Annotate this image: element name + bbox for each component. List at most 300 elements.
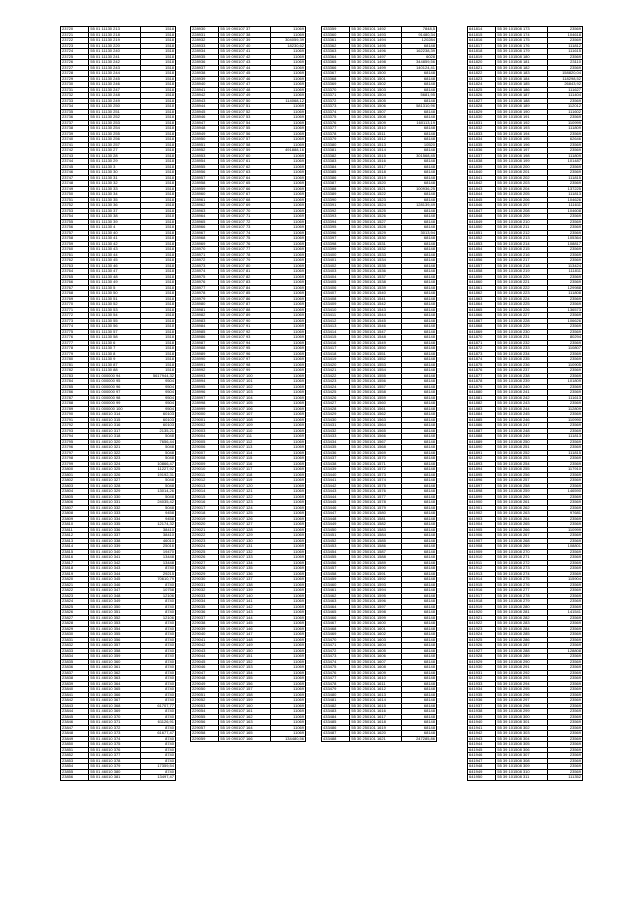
account-code-cell: 55 39 101508 310 <box>496 769 548 775</box>
row-id-cell: 433448 <box>322 516 350 522</box>
amount-cell: 61677,47 <box>141 731 176 737</box>
amount-cell: 8740 <box>141 692 176 698</box>
account-code-cell: 55 39 101508 187 <box>496 93 548 99</box>
amount-cell: 68148 <box>402 615 437 621</box>
account-code-cell: 55 01 46010 317 <box>89 428 141 434</box>
account-code-cell: 55 19 090107 153 <box>219 665 271 671</box>
account-code-cell: 55 01 11130 47 <box>89 269 141 275</box>
account-code-cell: 55 39 101508 204 <box>496 186 548 192</box>
account-code-cell: 55 19 090107 63 <box>219 170 271 176</box>
amount-cell: 11069 <box>271 258 306 264</box>
account-code-cell: 55 01 46010 347 <box>89 588 141 594</box>
table-column-2 <box>190 26 306 742</box>
account-code-cell: 55 39 101508 287 <box>496 643 548 649</box>
account-code-cell: 55 01 11130 33 <box>89 186 141 192</box>
account-code-cell: 55 19 090107 162 <box>219 714 271 720</box>
amount-cell: 23569 <box>548 390 583 396</box>
amount-cell: 8740 <box>141 637 176 643</box>
amount-cell: 1518 <box>141 313 176 319</box>
amount-cell: 23569 <box>548 27 583 33</box>
row-id-cell: 641832 <box>468 126 496 132</box>
amount-cell: 120284 <box>402 38 437 44</box>
account-code-cell: 55 30 250101 1520 <box>350 181 402 187</box>
row-id-cell: 23807 <box>61 505 89 511</box>
row-id-cell: 433381 <box>322 148 350 154</box>
amount-cell: 60103 <box>141 423 176 429</box>
account-code-cell: 55 19 090107 83 <box>219 280 271 286</box>
amount-cell: 8740 <box>141 714 176 720</box>
amount-cell: 1518 <box>141 197 176 203</box>
row-id-cell: 433422 <box>322 373 350 379</box>
account-code-cell: 55 30 250101 1548 <box>350 335 402 341</box>
account-code-cell: 55 19 090107 102 <box>219 384 271 390</box>
account-code-cell: 55 01 46010 332 <box>89 505 141 511</box>
amount-cell: 11069 <box>271 263 306 269</box>
account-code-cell: 55 01 11130 31 <box>89 175 141 181</box>
account-code-cell: 55 30 250101 1530 <box>350 236 402 242</box>
amount-cell: 301568,45 <box>402 153 437 159</box>
row-id-cell: 641896 <box>468 478 496 484</box>
account-code-cell: 55 30 250101 1494 <box>350 38 402 44</box>
account-code-cell: 55 01 000000 94 <box>89 373 141 379</box>
amount-cell: 68148 <box>402 296 437 302</box>
account-code-cell: 55 01 11130 41 <box>89 236 141 242</box>
row-id-cell: 229044 <box>191 654 219 660</box>
account-code-cell: 55 39 101508 293 <box>496 676 548 682</box>
account-code-cell: 55 39 101508 267 <box>496 533 548 539</box>
row-id-cell: 433413 <box>322 324 350 330</box>
amount-cell: 19192,31 <box>141 472 176 478</box>
amount-cell: 128139,49 <box>402 203 437 209</box>
row-id-cell: 229019 <box>191 516 219 522</box>
row-id-cell: 641848 <box>468 214 496 220</box>
account-code-cell: 55 39 101508 189 <box>496 104 548 110</box>
account-code-cell: 55 30 250101 1527 <box>350 219 402 225</box>
amount-cell: 68148 <box>402 390 437 396</box>
row-id-cell: 641858 <box>468 269 496 275</box>
account-code-cell: 55 19 090107 120 <box>219 483 271 489</box>
row-id-cell: 433466 <box>322 615 350 621</box>
amount-cell: 9504 <box>141 401 176 407</box>
account-code-cell: 55 01 11130 38 <box>89 214 141 220</box>
account-code-cell: 55 19 090107 97 <box>219 357 271 363</box>
amount-cell: 19470 <box>141 549 176 555</box>
amount-cell: 1518 <box>141 104 176 110</box>
amount-cell: 23569 <box>548 340 583 346</box>
row-id-cell: 229005 <box>191 439 219 445</box>
table-column-3 <box>321 26 437 742</box>
account-code-cell: 55 39 101508 270 <box>496 549 548 555</box>
account-code-cell: 55 30 250101 1524 <box>350 203 402 209</box>
account-code-cell: 55 30 250101 1599 <box>350 615 402 621</box>
amount-cell: 11069 <box>271 197 306 203</box>
amount-cell: 11069 <box>271 120 306 126</box>
row-id-cell: 228996 <box>191 390 219 396</box>
amount-cell: 23569 <box>548 148 583 154</box>
account-code-cell: 55 19 090107 37 <box>219 27 271 33</box>
account-code-cell: 55 01 46010 320 <box>89 439 141 445</box>
row-id-cell: 229052 <box>191 698 219 704</box>
account-code-cell: 55 30 250101 1517 <box>350 164 402 170</box>
amount-cell: 8740 <box>141 736 176 742</box>
amount-cell: 581310,96 <box>402 104 437 110</box>
row-id-cell: 641938 <box>468 709 496 715</box>
row-id-cell: 641898 <box>468 489 496 495</box>
row-id-cell: 229012 <box>191 478 219 484</box>
amount-cell: 160113,19 <box>402 120 437 126</box>
row-id-cell: 23854 <box>61 764 89 770</box>
row-id-cell: 641923 <box>468 626 496 632</box>
account-code-cell: 55 30 250101 1615 <box>350 703 402 709</box>
amount-cell: 23569 <box>548 604 583 610</box>
row-id-cell: 23834 <box>61 654 89 660</box>
row-id-cell: 641871 <box>468 340 496 346</box>
amount-cell: 23569 <box>548 670 583 676</box>
row-id-cell: 433388 <box>322 186 350 192</box>
row-id-cell: 23790 <box>61 412 89 418</box>
amount-cell: 11069 <box>271 566 306 572</box>
row-id-cell: 228974 <box>191 269 219 275</box>
amount-cell: 11069 <box>271 54 306 60</box>
amount-cell: 9504 <box>141 384 176 390</box>
row-id-cell: 23836 <box>61 665 89 671</box>
account-code-cell: 55 30 250101 1502 <box>350 82 402 88</box>
account-code-cell: 55 30 250101 1509 <box>350 120 402 126</box>
amount-cell: 11069 <box>271 225 306 231</box>
row-id-cell: 229055 <box>191 714 219 720</box>
row-id-cell: 433479 <box>322 687 350 693</box>
row-id-cell: 23833 <box>61 648 89 654</box>
account-code-cell: 55 19 090107 121 <box>219 489 271 495</box>
account-code-cell: 55 39 101508 301 <box>496 720 548 726</box>
row-id-cell: 23824 <box>61 599 89 605</box>
account-code-cell: 55 30 250101 1618 <box>350 720 402 726</box>
row-id-cell: 228966 <box>191 225 219 231</box>
account-code-cell: 55 01 000000 96 <box>89 384 141 390</box>
account-code-cell: 55 01 11130 248 <box>89 93 141 99</box>
account-code-cell: 55 01 11130 45 <box>89 258 141 264</box>
account-code-cell: 55 01 11130 30 <box>89 170 141 176</box>
row-id-cell: 641844 <box>468 192 496 198</box>
account-code-cell: 55 30 250101 1552 <box>350 357 402 363</box>
amount-cell: 1518 <box>141 252 176 258</box>
account-code-cell: 55 19 090107 156 <box>219 681 271 687</box>
amount-cell: 68148 <box>402 599 437 605</box>
account-code-cell: 55 19 090107 49 <box>219 93 271 99</box>
amount-cell: 68148 <box>402 131 437 137</box>
account-code-cell: 55 19 090107 79 <box>219 258 271 264</box>
row-id-cell: 433395 <box>322 225 350 231</box>
row-id-cell: 433365 <box>322 60 350 66</box>
amount-cell: 11069 <box>271 219 306 225</box>
amount-cell: 5048 <box>141 450 176 456</box>
row-id-cell: 433477 <box>322 676 350 682</box>
row-id-cell: 23767 <box>61 285 89 291</box>
account-code-cell: 55 01 46010 341 <box>89 555 141 561</box>
amount-cell: 11069 <box>271 500 306 506</box>
account-code-cell: 55 19 090107 80 <box>219 263 271 269</box>
account-code-cell: 55 19 090107 81 <box>219 269 271 275</box>
row-id-cell: 433487 <box>322 731 350 737</box>
row-id-cell: 433484 <box>322 714 350 720</box>
account-code-cell: 55 01 46010 367 <box>89 698 141 704</box>
account-code-cell: 55 01 46010 352 <box>89 615 141 621</box>
row-id-cell: 229043 <box>191 648 219 654</box>
amount-cell: 11069 <box>271 126 306 132</box>
row-id-cell: 641847 <box>468 208 496 214</box>
account-code-cell: 55 39 101508 242 <box>496 395 548 401</box>
account-code-cell: 55 39 101508 182 <box>496 65 548 71</box>
amount-cell: 8740 <box>141 747 176 753</box>
account-code-cell: 55 01 11130 28 <box>89 153 141 159</box>
account-code-cell: 55 01 11130 58 <box>89 335 141 341</box>
amount-cell: 68148 <box>402 610 437 616</box>
row-id-cell: 23843 <box>61 703 89 709</box>
account-code-cell: 55 01 46010 325 <box>89 467 141 473</box>
account-code-cell: 55 30 250101 1516 <box>350 159 402 165</box>
row-id-cell: 228965 <box>191 219 219 225</box>
account-code-cell: 55 39 101508 266 <box>496 527 548 533</box>
account-code-cell: 55 19 090107 64 <box>219 175 271 181</box>
amount-cell: 68148 <box>402 533 437 539</box>
amount-cell: 23569 <box>548 401 583 407</box>
row-id-cell: 228997 <box>191 395 219 401</box>
row-id-cell: 641950 <box>468 775 496 781</box>
row-id-cell: 228952 <box>191 148 219 154</box>
row-id-cell: 228937 <box>191 65 219 71</box>
account-code-cell: 55 19 090107 72 <box>219 219 271 225</box>
row-id-cell: 433410 <box>322 307 350 313</box>
account-code-cell: 55 01 11130 54 <box>89 313 141 319</box>
amount-cell: 8740 <box>141 665 176 671</box>
row-id-cell: 641911 <box>468 560 496 566</box>
account-code-cell: 55 01 000000 97 <box>89 390 141 396</box>
row-id-cell: 229009 <box>191 461 219 467</box>
amount-cell: 11069 <box>271 599 306 605</box>
account-code-cell: 55 19 090107 98 <box>219 362 271 368</box>
row-id-cell: 433419 <box>322 357 350 363</box>
amount-cell: 68148 <box>402 439 437 445</box>
amount-cell: 11069 <box>271 626 306 632</box>
account-code-cell: 55 39 101508 219 <box>496 269 548 275</box>
row-id-cell: 641872 <box>468 346 496 352</box>
amount-cell: 23569 <box>548 313 583 319</box>
amount-cell: 11069 <box>271 670 306 676</box>
row-id-cell: 433411 <box>322 313 350 319</box>
row-id-cell: 228964 <box>191 214 219 220</box>
account-code-cell: 55 30 250101 1607 <box>350 659 402 665</box>
row-id-cell: 433417 <box>322 346 350 352</box>
account-code-cell: 55 19 090107 100 <box>219 373 271 379</box>
table-column-1 <box>60 26 176 781</box>
account-code-cell: 55 30 250101 1506 <box>350 104 402 110</box>
amount-cell: 11227,92 <box>141 467 176 473</box>
table-row <box>468 775 583 781</box>
account-code-cell: 55 01 11130 36 <box>89 203 141 209</box>
row-id-cell: 433440 <box>322 472 350 478</box>
row-id-cell: 229041 <box>191 637 219 643</box>
row-id-cell: 433471 <box>322 643 350 649</box>
amount-cell: 23569 <box>548 230 583 236</box>
account-code-cell: 55 01 11130 46 <box>89 263 141 269</box>
row-id-cell: 641934 <box>468 687 496 693</box>
account-code-cell: 55 19 090107 68 <box>219 197 271 203</box>
row-id-cell: 23743 <box>61 153 89 159</box>
amount-cell: 1518 <box>141 126 176 132</box>
account-code-cell: 55 30 250101 1563 <box>350 417 402 423</box>
row-id-cell: 433386 <box>322 175 350 181</box>
account-code-cell: 55 39 101508 311 <box>496 775 548 781</box>
amount-cell: 136573 <box>548 307 583 313</box>
account-code-cell: 55 01 46010 335 <box>89 522 141 528</box>
row-id-cell: 229013 <box>191 483 219 489</box>
amount-cell: 13497,47 <box>141 775 176 781</box>
account-code-cell: 55 39 101508 261 <box>496 500 548 506</box>
amount-cell: 23569 <box>548 698 583 704</box>
amount-cell: 11069 <box>271 186 306 192</box>
amount-cell: 23569 <box>548 588 583 594</box>
amount-cell: 68148 <box>402 362 437 368</box>
row-id-cell: 23855 <box>61 769 89 775</box>
row-id-cell: 23788 <box>61 401 89 407</box>
account-code-cell: 55 19 090107 133 <box>219 555 271 561</box>
account-code-cell: 55 19 090107 104 <box>219 395 271 401</box>
amount-cell: 12106 <box>141 593 176 599</box>
amount-cell: 23569 <box>548 665 583 671</box>
data-table <box>190 26 306 742</box>
row-id-cell: 23810 <box>61 522 89 528</box>
row-id-cell: 641829 <box>468 109 496 115</box>
amount-cell: 146590 <box>548 489 583 495</box>
amount-cell: 23569 <box>548 500 583 506</box>
row-id-cell: 641943 <box>468 736 496 742</box>
row-id-cell: 641893 <box>468 461 496 467</box>
account-code-cell: 55 01 11130 42 <box>89 241 141 247</box>
account-code-cell: 55 19 090107 90 <box>219 318 271 324</box>
amount-cell: 23569 <box>548 505 583 511</box>
account-code-cell: 55 19 090107 74 <box>219 230 271 236</box>
row-id-cell: 23809 <box>61 516 89 522</box>
account-code-cell: 55 39 101508 239 <box>496 379 548 385</box>
account-code-cell: 55 01 46010 327 <box>89 478 141 484</box>
account-code-cell: 55 39 101508 245 <box>496 412 548 418</box>
amount-cell: 23569 <box>548 632 583 638</box>
amount-cell: 10866,47 <box>141 461 176 467</box>
amount-cell: 11069 <box>271 203 306 209</box>
account-code-cell: 55 01 46010 318 <box>89 434 141 440</box>
account-code-cell: 55 30 250101 1538 <box>350 280 402 286</box>
account-code-cell: 55 30 250101 1499 <box>350 65 402 71</box>
row-id-cell: 433382 <box>322 153 350 159</box>
row-id-cell: 433385 <box>322 170 350 176</box>
account-code-cell: 55 01 46010 368 <box>89 703 141 709</box>
amount-cell: 1518 <box>141 115 176 121</box>
account-code-cell: 55 30 250101 1601 <box>350 626 402 632</box>
account-code-cell: 55 30 250101 1532 <box>350 247 402 253</box>
amount-cell: 11069 <box>271 714 306 720</box>
account-code-cell: 55 30 250101 1544 <box>350 313 402 319</box>
amount-cell: 13448 <box>141 555 176 561</box>
amount-cell: 11069 <box>271 87 306 93</box>
row-id-cell: 229003 <box>191 428 219 434</box>
account-code-cell: 55 01 11130 7 <box>89 346 141 352</box>
amount-cell: 68148 <box>402 494 437 500</box>
amount-cell: 68148 <box>402 637 437 643</box>
row-id-cell: 229026 <box>191 555 219 561</box>
amount-cell: 11069 <box>271 610 306 616</box>
row-id-cell: 433420 <box>322 362 350 368</box>
account-code-cell: 55 19 090107 38 <box>219 32 271 38</box>
row-id-cell: 23735 <box>61 109 89 115</box>
account-code-cell: 55 30 250101 1587 <box>350 549 402 555</box>
account-code-cell: 55 39 101508 215 <box>496 247 548 253</box>
account-code-cell: 55 39 101508 175 <box>496 38 548 44</box>
row-id-cell: 641875 <box>468 362 496 368</box>
amount-cell: 162238,39 <box>402 49 437 55</box>
account-code-cell: 55 39 101508 257 <box>496 478 548 484</box>
account-code-cell: 55 39 101508 193 <box>496 126 548 132</box>
account-code-cell: 55 30 250101 1495 <box>350 43 402 49</box>
amount-cell: 23569 <box>548 445 583 451</box>
amount-cell: 23569 <box>548 659 583 665</box>
row-id-cell: 641909 <box>468 549 496 555</box>
row-id-cell: 229024 <box>191 544 219 550</box>
account-code-cell: 55 30 250101 1531 <box>350 241 402 247</box>
row-id-cell: 433391 <box>322 203 350 209</box>
amount-cell: 23569 <box>548 582 583 588</box>
account-code-cell: 55 01 11130 51 <box>89 296 141 302</box>
row-id-cell: 229054 <box>191 709 219 715</box>
row-id-cell: 433444 <box>322 494 350 500</box>
account-code-cell: 55 39 101508 280 <box>496 604 548 610</box>
row-id-cell: 23753 <box>61 208 89 214</box>
amount-cell: 11069 <box>271 560 306 566</box>
amount-cell: 23569 <box>548 456 583 462</box>
row-id-cell: 229022 <box>191 533 219 539</box>
amount-cell: 129988 <box>548 285 583 291</box>
account-code-cell: 55 01 11130 219 <box>89 38 141 44</box>
account-code-cell: 55 39 101508 228 <box>496 318 548 324</box>
account-code-cell: 55 30 250101 1596 <box>350 599 402 605</box>
account-code-cell: 55 01 11130 257 <box>89 142 141 148</box>
row-id-cell: 641821 <box>468 65 496 71</box>
row-id-cell: 433360 <box>322 32 350 38</box>
amount-cell: 111813 <box>548 192 583 198</box>
amount-cell: 68148 <box>402 214 437 220</box>
account-code-cell: 55 39 101508 256 <box>496 472 548 478</box>
amount-cell: 68148 <box>402 670 437 676</box>
account-code-cell: 55 01 11130 8 <box>89 351 141 357</box>
account-code-cell: 55 19 090107 41 <box>219 49 271 55</box>
account-code-cell: 55 30 250101 1594 <box>350 588 402 594</box>
row-id-cell: 23747 <box>61 175 89 181</box>
account-code-cell: 55 30 250101 1565 <box>350 428 402 434</box>
amount-cell: 68148 <box>402 714 437 720</box>
row-id-cell: 229042 <box>191 643 219 649</box>
row-id-cell: 433378 <box>322 131 350 137</box>
row-id-cell: 433456 <box>322 560 350 566</box>
row-id-cell: 229047 <box>191 670 219 676</box>
amount-cell: 23569 <box>548 626 583 632</box>
amount-cell: 8740 <box>141 626 176 632</box>
account-code-cell: 55 19 090107 92 <box>219 329 271 335</box>
row-id-cell: 433455 <box>322 555 350 561</box>
amount-cell: 11069 <box>271 687 306 693</box>
account-code-cell: 55 19 090107 151 <box>219 654 271 660</box>
amount-cell: 68148 <box>402 98 437 104</box>
row-id-cell: 641922 <box>468 621 496 627</box>
account-code-cell: 55 30 250101 1573 <box>350 472 402 478</box>
